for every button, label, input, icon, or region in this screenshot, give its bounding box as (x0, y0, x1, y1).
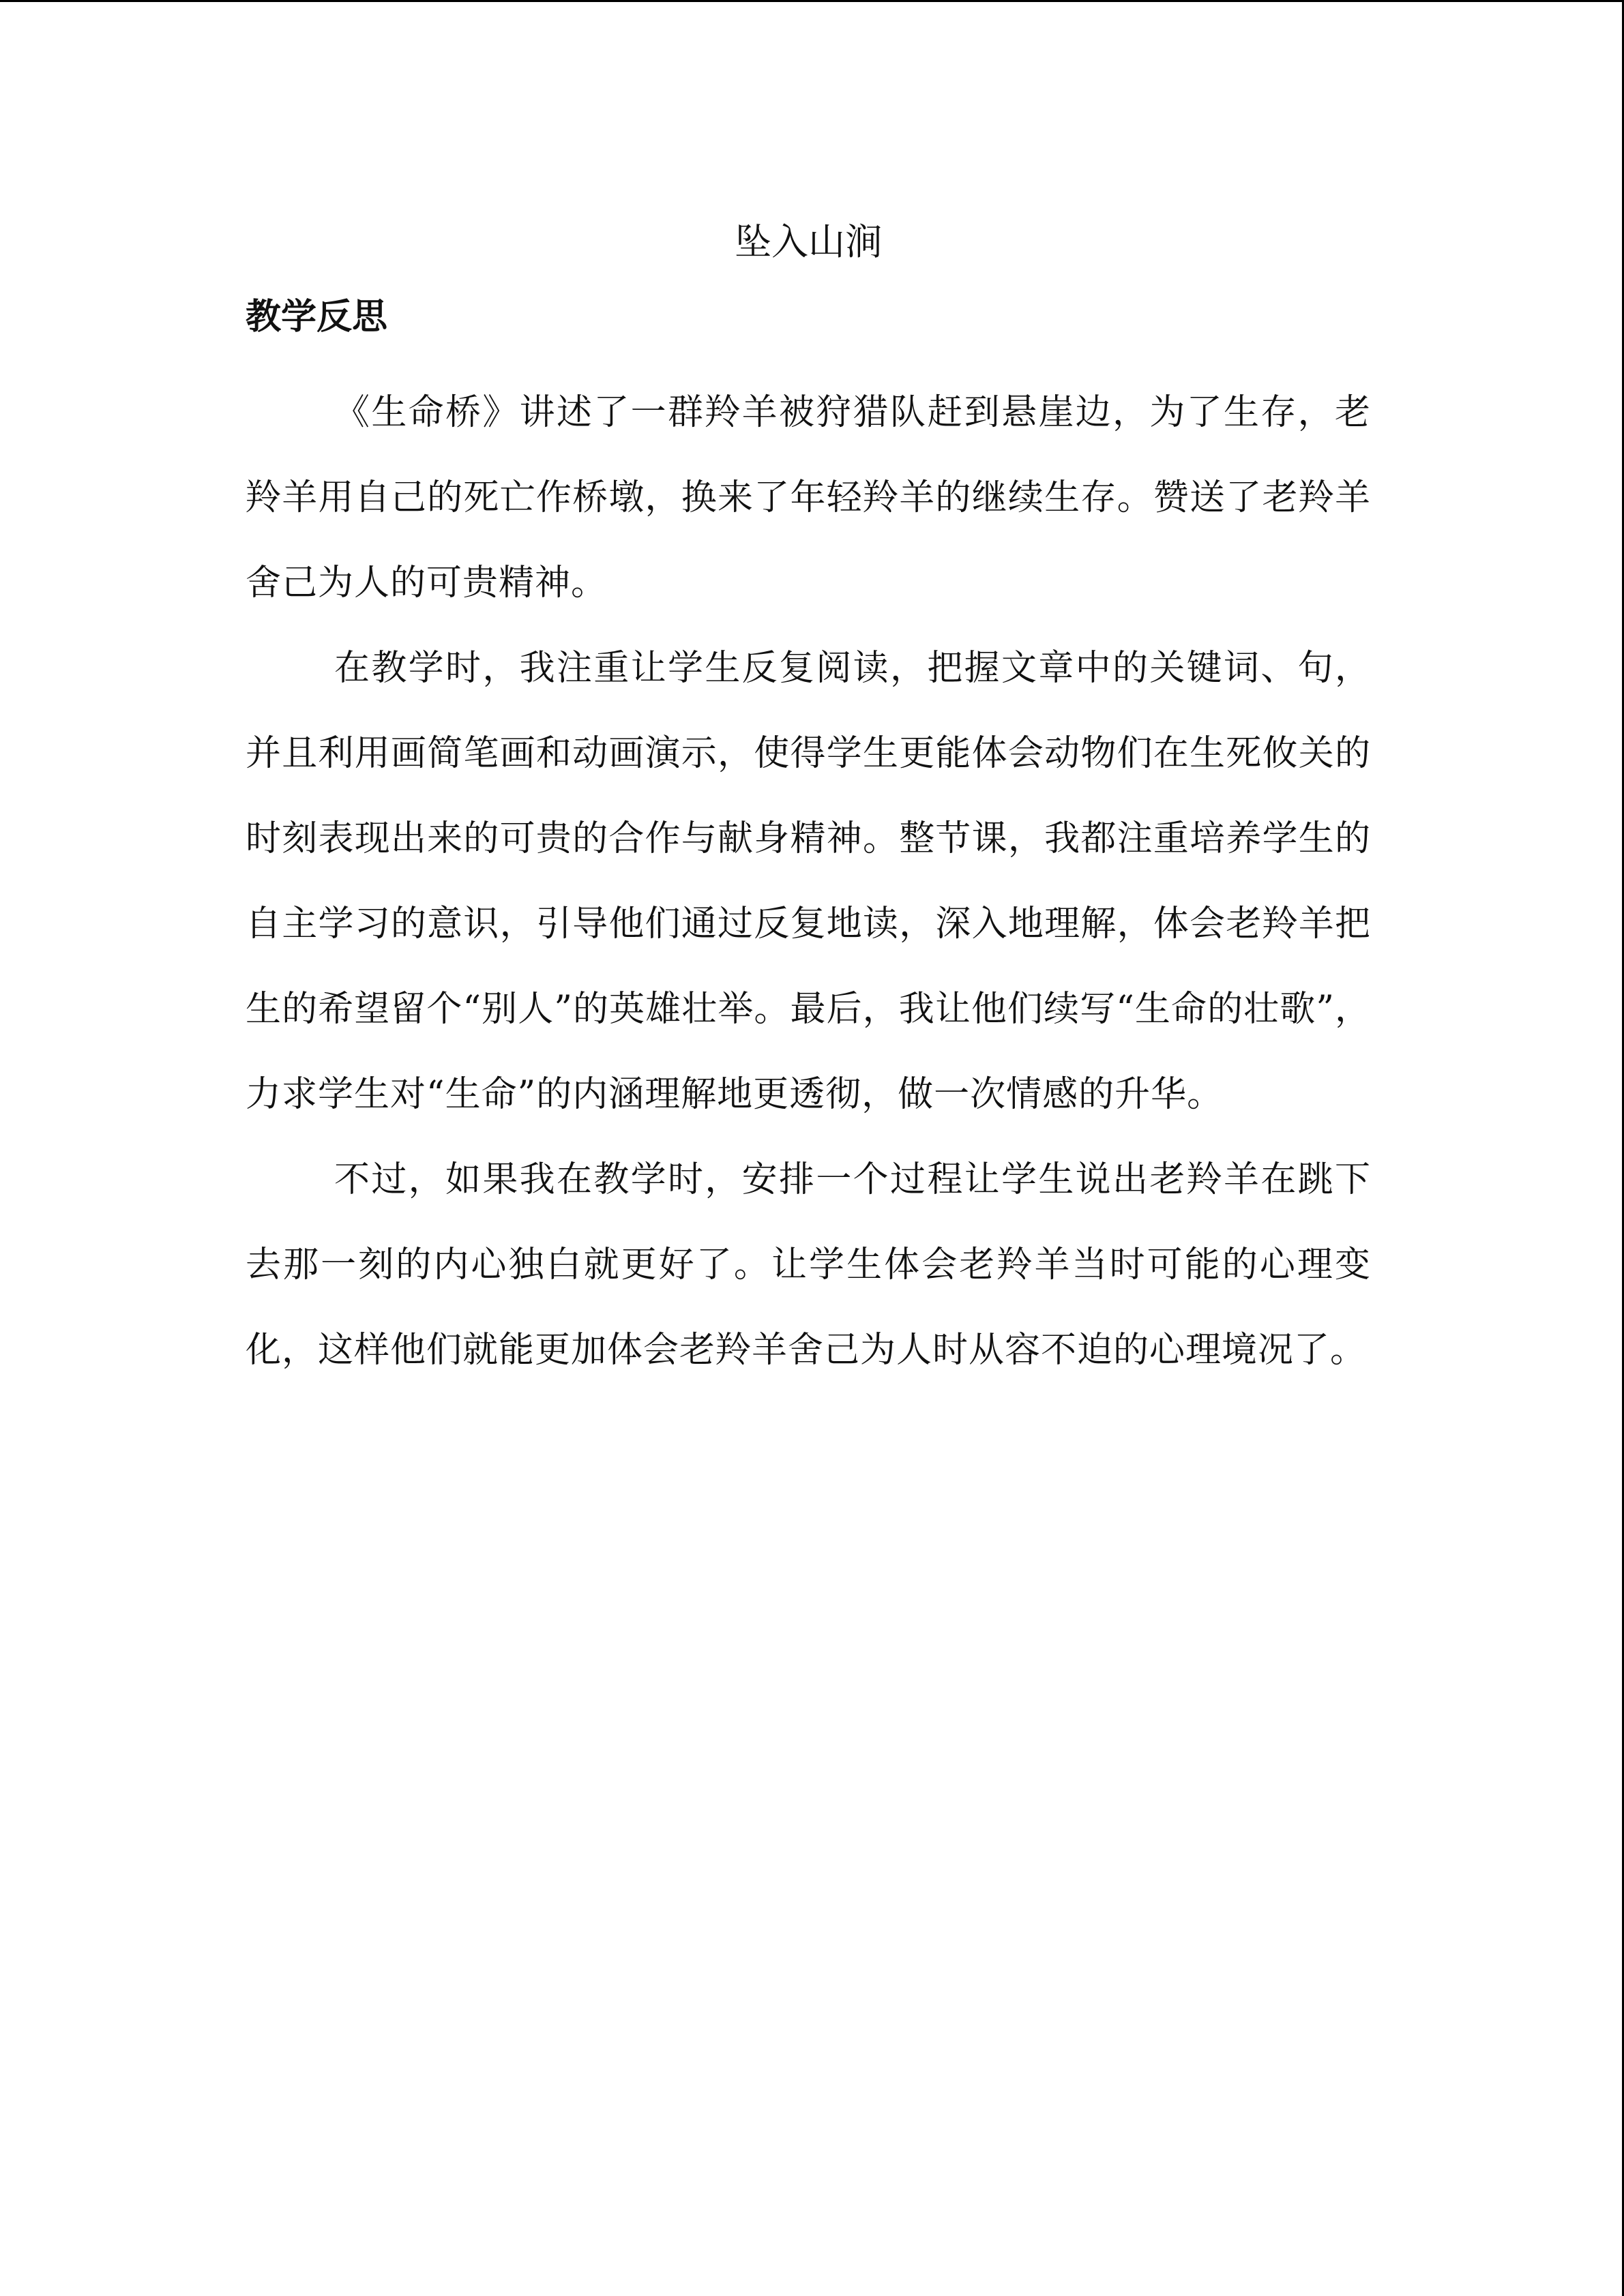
document-title: 坠入山涧 (735, 220, 882, 263)
document-body (246, 213, 1371, 1393)
paragraph-1: 《生命桥》讲述了一群羚羊被狩猎队赶到悬崖边，为了生存，老羚羊用自己的死亡作桥墩，换来了年轻羚羊的继续生存。赞送了老羚羊舍己为人的可贵精神。 (246, 392, 1371, 603)
section-heading: 教学反思 (246, 297, 388, 338)
paragraph-2: 在教学时，我注重让学生反复阅读，把握文章中的关键词、句，并且利用画简笔画和动画演示，使得学生更能体会动物们在生死攸关的时刻表现出来的可贵的合作与献身精神。整节课，我都注重培养学生的自主学习的意识，引导他们通过反复地读，深入地理解，体会老羚羊把生的希望留个“别人”的英雄壮举。最后，我让他们续写“生命的壮歌”，力求学生对“生命”的内涵理解地更透彻，做一次情感的升华。 (246, 648, 1371, 1115)
paragraph-3: 不过，如果我在教学时，安排一个过程让学生说出老羚羊在跳下去那一刻的内心独白就更好了。让学生体会老羚羊当时可能的心理变化，这样他们就能更加体会老羚羊舍己为人时从容不迫的心理境况了。 (246, 1159, 1371, 1371)
